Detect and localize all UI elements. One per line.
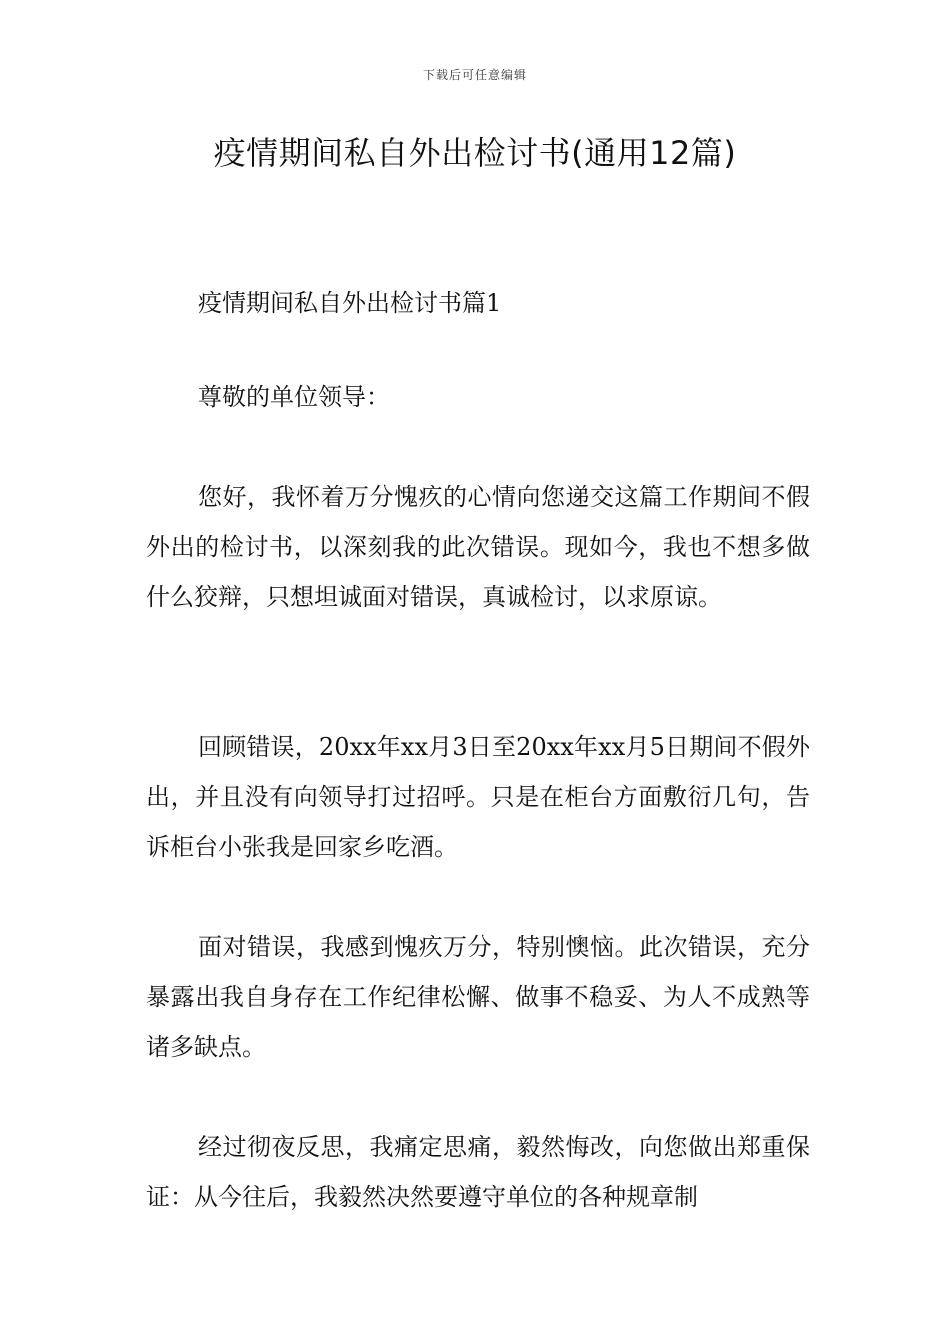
section-heading: 疫情期间私自外出检讨书篇1: [198, 289, 502, 317]
salutation: 尊敬的单位领导：: [198, 383, 390, 411]
document-title: 疫情期间私自外出检讨书(通用12篇): [213, 134, 737, 172]
paragraph-4: 经过彻夜反思，我痛定思痛，毅然悔改，向您做出郑重保证：从今往后，我毅然决然要遵守单位的各种规章制: [146, 1133, 810, 1211]
paragraph-3: 面对错误，我感到愧疚万分，特别懊恼。此次错误，充分暴露出我自身存在工作纪律松懈、做事不稳妥、为人不成熟等诸多缺点。: [146, 933, 810, 1061]
paragraph-1: 您好，我怀着万分愧疚的心情向您递交这篇工作期间不假外出的检讨书，以深刻我的此次错误。现如今，我也不想多做什么狡辩，只想坦诚面对错误，真诚检讨，以求原谅。: [146, 483, 810, 611]
paragraph-2: 回顾错误，20xx年xx月3日至20xx年xx月5日期间不假外出，并且没有向领导打过招呼。只是在柜台方面敷衍几句，告诉柜台小张我是回家乡吃酒。: [146, 733, 810, 861]
header-note: 下载后可任意编辑: [422, 68, 527, 82]
